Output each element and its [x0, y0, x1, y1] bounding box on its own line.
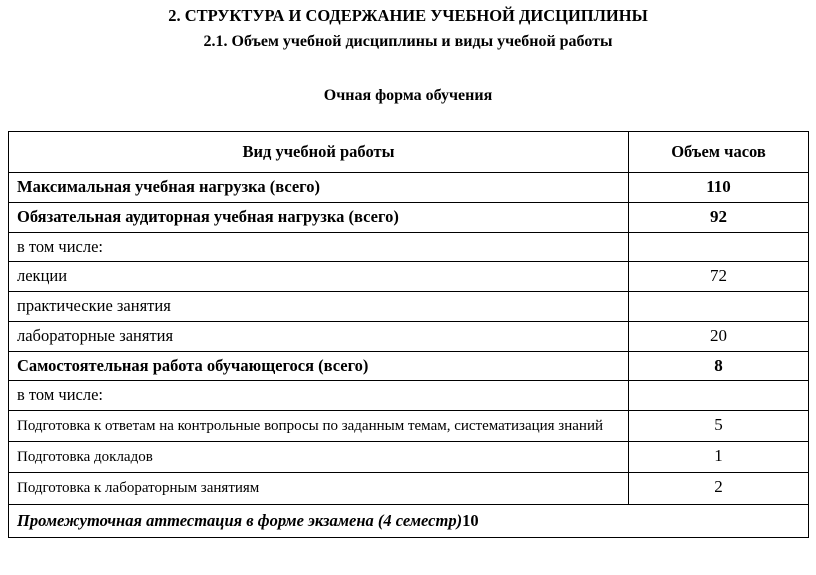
study-hours-table — [8, 131, 809, 538]
work-type-cell: в том числе: — [9, 233, 629, 262]
table-header-row — [9, 132, 809, 173]
subsection-title: 2.1. Объем учебной дисциплины и виды учебной работы — [203, 33, 613, 50]
work-type-cell: Подготовка докладов — [9, 442, 629, 473]
hours-cell — [629, 233, 809, 262]
header-work-type: Вид учебной работы — [9, 132, 629, 173]
hours-cell: 1 — [629, 442, 809, 473]
work-type-cell: Обязательная аудиторная учебная нагрузка (всего) — [9, 203, 629, 233]
hours-cell: 2 — [629, 473, 809, 504]
study-form-title: Очная форма обучения — [323, 87, 493, 104]
table-row — [9, 410, 809, 441]
table-row — [9, 381, 809, 410]
table-row — [9, 173, 809, 203]
work-type-cell: Подготовка к лабораторным занятиям — [9, 473, 629, 504]
hours-cell: 110 — [629, 173, 809, 203]
hours-cell — [629, 292, 809, 321]
table-row — [9, 321, 809, 351]
hours-cell — [629, 381, 809, 410]
table-footer-row — [9, 504, 809, 537]
table-row — [9, 351, 809, 381]
hours-cell: 72 — [629, 262, 809, 292]
work-type-cell: лабораторные занятия — [9, 321, 629, 351]
final-assessment-text: Промежуточная аттестация в форме экзамена (4 семестр) — [17, 510, 463, 530]
table-row — [9, 442, 809, 473]
table-row — [9, 233, 809, 262]
work-type-cell: Подготовка к ответам на контрольные вопросы по заданным темам, систематизация знаний — [9, 410, 629, 441]
header-hours: Объем часов — [629, 132, 809, 173]
hours-cell: 8 — [629, 351, 809, 381]
section-title: 2. СТРУКТУРА И СОДЕРЖАНИЕ УЧЕБНОЙ ДИСЦИПЛИНЫ — [168, 6, 648, 25]
table-row — [9, 262, 809, 292]
final-assessment-value: 10 — [462, 510, 479, 530]
work-type-cell: практические занятия — [9, 292, 629, 321]
hours-cell: 5 — [629, 410, 809, 441]
final-assessment-cell — [9, 504, 809, 537]
work-type-cell: в том числе: — [9, 381, 629, 410]
hours-cell: 92 — [629, 203, 809, 233]
hours-cell: 20 — [629, 321, 809, 351]
work-type-cell: Самостоятельная работа обучающегося (всего) — [9, 351, 629, 381]
table-row — [9, 203, 809, 233]
work-type-cell: лекции — [9, 262, 629, 292]
table-row — [9, 292, 809, 321]
work-type-cell: Максимальная учебная нагрузка (всего) — [9, 173, 629, 203]
table-row — [9, 473, 809, 504]
